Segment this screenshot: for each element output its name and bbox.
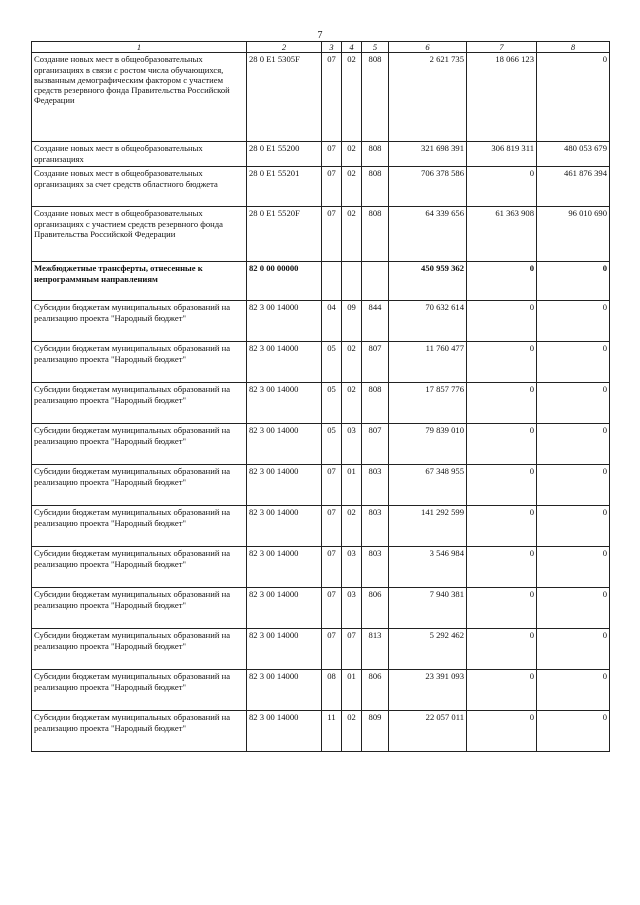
row-code-cell: 82 3 00 14000 <box>247 506 322 547</box>
row-value-7-cell: 0 <box>467 465 537 506</box>
row-name-cell: Создание новых мест в общеобразовательных организациях с участием средств резервного фонда Правительства Российской Федерации <box>32 207 247 262</box>
column-number-row <box>32 42 610 53</box>
table-row <box>32 142 610 167</box>
column-header: 6 <box>389 42 467 53</box>
row-name-cell: Субсидии бюджетам муниципальных образований на реализацию проекта "Народный бюджет" <box>32 588 247 629</box>
row-subsection-cell: 03 <box>342 588 362 629</box>
row-value-7-cell: 18 066 123 <box>467 53 537 142</box>
row-value-8-cell: 0 <box>537 629 610 670</box>
row-code-cell: 82 3 00 14000 <box>247 383 322 424</box>
row-department-cell <box>362 262 389 301</box>
row-department-cell: 803 <box>362 547 389 588</box>
row-subsection-cell: 02 <box>342 711 362 752</box>
row-code-cell: 82 3 00 14000 <box>247 424 322 465</box>
row-section-cell: 07 <box>322 465 342 506</box>
table-row <box>32 506 610 547</box>
row-department-cell: 808 <box>362 142 389 167</box>
row-value-8-cell: 0 <box>537 383 610 424</box>
row-code-cell: 82 3 00 14000 <box>247 588 322 629</box>
table-row <box>32 167 610 207</box>
row-value-7-cell: 61 363 908 <box>467 207 537 262</box>
budget-table <box>31 41 610 752</box>
row-name-cell: Создание новых мест в общеобразовательных организациях <box>32 142 247 167</box>
table-row <box>32 629 610 670</box>
row-name-cell: Межбюджетные трансферты, отнесенные к непрограммным направлениям <box>32 262 247 301</box>
page-number: 7 <box>317 30 323 41</box>
row-department-cell: 809 <box>362 711 389 752</box>
table-row <box>32 53 610 142</box>
row-code-cell: 28 0 E1 55200 <box>247 142 322 167</box>
row-subsection-cell: 01 <box>342 465 362 506</box>
row-section-cell: 07 <box>322 167 342 207</box>
row-subsection-cell: 02 <box>342 342 362 383</box>
row-section-cell: 07 <box>322 506 342 547</box>
row-value-7-cell: 0 <box>467 301 537 342</box>
row-name-cell: Субсидии бюджетам муниципальных образований на реализацию проекта "Народный бюджет" <box>32 711 247 752</box>
row-code-cell: 82 3 00 14000 <box>247 547 322 588</box>
row-value-6-cell: 2 621 735 <box>389 53 467 142</box>
row-section-cell: 07 <box>322 207 342 262</box>
row-department-cell: 803 <box>362 465 389 506</box>
row-value-6-cell: 22 057 011 <box>389 711 467 752</box>
row-value-8-cell: 96 010 690 <box>537 207 610 262</box>
row-department-cell: 807 <box>362 424 389 465</box>
row-subsection-cell: 02 <box>342 506 362 547</box>
row-code-cell: 28 0 E1 5305F <box>247 53 322 142</box>
row-code-cell: 82 3 00 14000 <box>247 711 322 752</box>
table-row <box>32 383 610 424</box>
row-subsection-cell: 09 <box>342 301 362 342</box>
table-row <box>32 424 610 465</box>
row-value-8-cell: 0 <box>537 711 610 752</box>
row-value-6-cell: 23 391 093 <box>389 670 467 711</box>
row-value-8-cell: 0 <box>537 547 610 588</box>
row-value-6-cell: 5 292 462 <box>389 629 467 670</box>
row-value-6-cell: 67 348 955 <box>389 465 467 506</box>
row-section-cell <box>322 262 342 301</box>
table-row <box>32 207 610 262</box>
row-value-8-cell: 0 <box>537 465 610 506</box>
row-code-cell: 82 3 00 14000 <box>247 342 322 383</box>
table-row <box>32 465 610 506</box>
column-header: 1 <box>32 42 247 53</box>
row-value-6-cell: 706 378 586 <box>389 167 467 207</box>
table-row <box>32 301 610 342</box>
row-department-cell: 807 <box>362 342 389 383</box>
row-value-7-cell: 0 <box>467 670 537 711</box>
column-header: 8 <box>537 42 610 53</box>
row-section-cell: 08 <box>322 670 342 711</box>
row-value-6-cell: 450 959 362 <box>389 262 467 301</box>
row-value-8-cell: 0 <box>537 301 610 342</box>
column-header: 4 <box>342 42 362 53</box>
row-name-cell: Субсидии бюджетам муниципальных образований на реализацию проекта "Народный бюджет" <box>32 383 247 424</box>
row-subsection-cell: 02 <box>342 207 362 262</box>
row-name-cell: Создание новых мест в общеобразовательных организациях в связи с ростом числа обучающихся, вызванным демографическим фактором с участием средств резервного фонда Правительства Российской Федерации <box>32 53 247 142</box>
row-name-cell: Субсидии бюджетам муниципальных образований на реализацию проекта "Народный бюджет" <box>32 342 247 383</box>
row-section-cell: 07 <box>322 629 342 670</box>
row-department-cell: 808 <box>362 53 389 142</box>
row-value-7-cell: 0 <box>467 588 537 629</box>
row-name-cell: Субсидии бюджетам муниципальных образований на реализацию проекта "Народный бюджет" <box>32 547 247 588</box>
row-code-cell: 82 3 00 14000 <box>247 629 322 670</box>
row-subsection-cell: 02 <box>342 383 362 424</box>
row-section-cell: 07 <box>322 142 342 167</box>
row-value-6-cell: 79 839 010 <box>389 424 467 465</box>
column-header: 5 <box>362 42 389 53</box>
row-department-cell: 806 <box>362 670 389 711</box>
row-value-7-cell: 306 819 311 <box>467 142 537 167</box>
row-subsection-cell: 03 <box>342 424 362 465</box>
row-code-cell: 28 0 E1 5520F <box>247 207 322 262</box>
table-row <box>32 342 610 383</box>
row-subsection-cell: 02 <box>342 53 362 142</box>
row-value-7-cell: 0 <box>467 506 537 547</box>
row-value-8-cell: 0 <box>537 53 610 142</box>
row-value-6-cell: 141 292 599 <box>389 506 467 547</box>
row-value-6-cell: 17 857 776 <box>389 383 467 424</box>
row-department-cell: 808 <box>362 383 389 424</box>
row-value-6-cell: 11 760 477 <box>389 342 467 383</box>
row-name-cell: Субсидии бюджетам муниципальных образований на реализацию проекта "Народный бюджет" <box>32 301 247 342</box>
table-row <box>32 670 610 711</box>
row-section-cell: 07 <box>322 588 342 629</box>
table-row <box>32 588 610 629</box>
row-value-6-cell: 321 698 391 <box>389 142 467 167</box>
row-value-8-cell: 0 <box>537 670 610 711</box>
row-value-7-cell: 0 <box>467 629 537 670</box>
row-section-cell: 07 <box>322 53 342 142</box>
row-name-cell: Субсидии бюджетам муниципальных образований на реализацию проекта "Народный бюджет" <box>32 670 247 711</box>
row-subsection-cell <box>342 262 362 301</box>
row-department-cell: 808 <box>362 167 389 207</box>
row-code-cell: 82 3 00 14000 <box>247 465 322 506</box>
row-code-cell: 82 0 00 00000 <box>247 262 322 301</box>
row-section-cell: 05 <box>322 383 342 424</box>
row-code-cell: 82 3 00 14000 <box>247 301 322 342</box>
row-name-cell: Создание новых мест в общеобразовательных организациях за счет средств областного бюджета <box>32 167 247 207</box>
column-header: 7 <box>467 42 537 53</box>
row-department-cell: 808 <box>362 207 389 262</box>
row-subsection-cell: 02 <box>342 167 362 207</box>
row-value-8-cell: 0 <box>537 342 610 383</box>
row-section-cell: 05 <box>322 424 342 465</box>
row-value-7-cell: 0 <box>467 424 537 465</box>
table-body <box>32 53 610 752</box>
column-header: 3 <box>322 42 342 53</box>
row-name-cell: Субсидии бюджетам муниципальных образований на реализацию проекта "Народный бюджет" <box>32 629 247 670</box>
row-code-cell: 28 0 E1 55201 <box>247 167 322 207</box>
row-value-7-cell: 0 <box>467 547 537 588</box>
row-value-8-cell: 0 <box>537 506 610 547</box>
row-value-7-cell: 0 <box>467 383 537 424</box>
row-section-cell: 05 <box>322 342 342 383</box>
row-subsection-cell: 07 <box>342 629 362 670</box>
row-value-7-cell: 0 <box>467 262 537 301</box>
row-value-8-cell: 0 <box>537 424 610 465</box>
row-department-cell: 806 <box>362 588 389 629</box>
column-header: 2 <box>247 42 322 53</box>
row-name-cell: Субсидии бюджетам муниципальных образований на реализацию проекта "Народный бюджет" <box>32 465 247 506</box>
row-value-7-cell: 0 <box>467 711 537 752</box>
row-value-8-cell: 461 876 394 <box>537 167 610 207</box>
row-value-6-cell: 3 546 984 <box>389 547 467 588</box>
row-value-8-cell: 0 <box>537 588 610 629</box>
row-value-7-cell: 0 <box>467 167 537 207</box>
table-row <box>32 711 610 752</box>
row-value-8-cell: 0 <box>537 262 610 301</box>
row-section-cell: 04 <box>322 301 342 342</box>
row-department-cell: 844 <box>362 301 389 342</box>
table-row <box>32 547 610 588</box>
row-name-cell: Субсидии бюджетам муниципальных образований на реализацию проекта "Народный бюджет" <box>32 506 247 547</box>
row-department-cell: 803 <box>362 506 389 547</box>
row-department-cell: 813 <box>362 629 389 670</box>
row-value-8-cell: 480 053 679 <box>537 142 610 167</box>
table-row <box>32 262 610 301</box>
row-value-6-cell: 70 632 614 <box>389 301 467 342</box>
row-value-6-cell: 7 940 381 <box>389 588 467 629</box>
row-section-cell: 07 <box>322 547 342 588</box>
row-subsection-cell: 02 <box>342 142 362 167</box>
row-name-cell: Субсидии бюджетам муниципальных образований на реализацию проекта "Народный бюджет" <box>32 424 247 465</box>
row-subsection-cell: 01 <box>342 670 362 711</box>
row-value-7-cell: 0 <box>467 342 537 383</box>
row-code-cell: 82 3 00 14000 <box>247 670 322 711</box>
row-value-6-cell: 64 339 656 <box>389 207 467 262</box>
row-subsection-cell: 03 <box>342 547 362 588</box>
row-section-cell: 11 <box>322 711 342 752</box>
